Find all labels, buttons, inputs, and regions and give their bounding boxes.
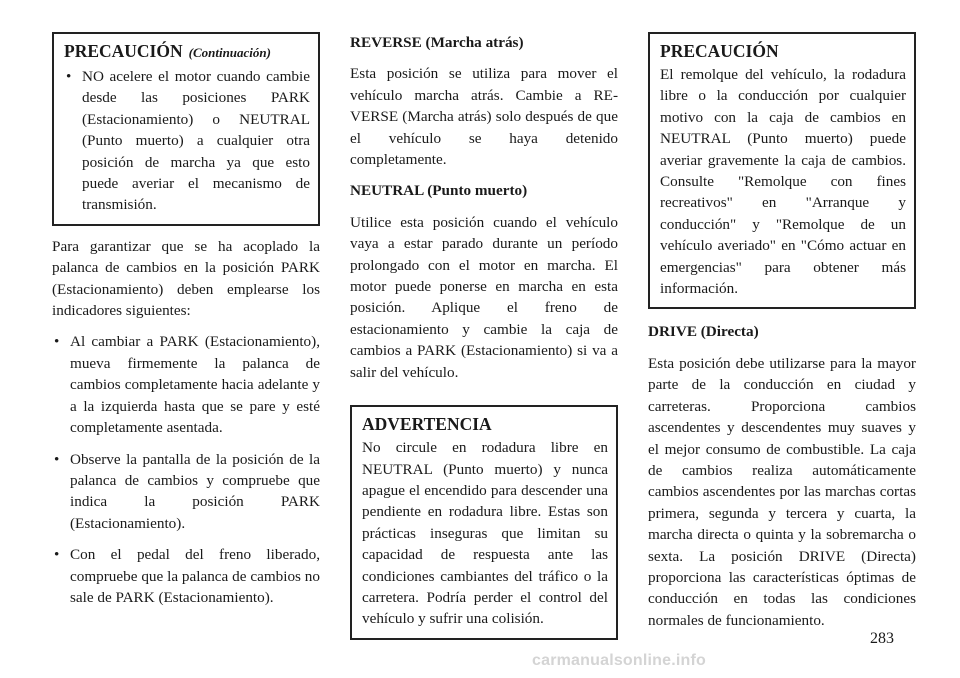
warning-title: ADVERTENCIA bbox=[362, 414, 492, 435]
list-item: • Al cambiar a PARK (Estacionamiento), mueva firmemente la palanca de cambios completamente hacia adelante y a la izquierda hasta que se pare y esté completamente asentada. bbox=[52, 331, 320, 438]
drive-paragraph: Esta posición debe utilizarse para la mayor parte de la conducción en ciudad y carreteras. Proporciona cambios ascendentes y descendentes muy suaves y el mejor consumo de combustible. La caja de cambios realiza automáticamente cambios ascendentes por las marchas cortas primera, segunda y tercera y cuarta, la marcha directa o quinta y la sobremarcha o sexta. La posición DRIVE (Directa) proporciona las características óptimas de conducción en todas las condiciones normales de funcionamiento. bbox=[648, 354, 916, 629]
reverse-heading: REVERSE (Marcha atrás) bbox=[350, 34, 524, 51]
warning-box bbox=[350, 405, 618, 640]
caution-bullet: • NO acelere el motor cuando cambie desde las posiciones PARK (Estacionamiento) o NEUTRAL (Punto muerto) a cualquier otra posición de marcha ya que esto puede averiar el mecanismo de transmisión. bbox=[64, 66, 310, 216]
caution-text: El remolque del vehículo, la rodadura libre o la conducción por cualquier motivo con la caja de cambios en NEUTRAL (Punto muerto) puede averiar gravemente la caja de cambios. Consulte "Remolque con fines recreativos" en "Arranque y conducción" y "Remolque de un vehículo averiado" en "Cómo actuar en emergencias" para obtener más información. bbox=[660, 66, 906, 298]
warning-text: No circule en rodadura libre en NEUTRAL (Punto muerto) y nunca apague el encendido para descender una pendiente en rodadura libre. Estas son prácticas inseguras que limitan su capacidad de respuesta ante las condiciones cambiantes del tráfico o la carretera. Podría perder el control del vehículo y sufrir una colisión. bbox=[362, 439, 608, 628]
drive-heading: DRIVE (Directa) bbox=[648, 323, 759, 341]
left-column bbox=[52, 32, 320, 608]
right-column bbox=[648, 32, 916, 631]
watermark: carmanualsonline.info bbox=[532, 652, 707, 669]
neutral-paragraph: Utilice esta posición cuando el vehículo vaya a estar parado durante un período prolongado con el motor en marcha. El motor puede ponerse en marcha en esta posición. Aplique el freno de estacionamiento y cambie la caja de cambios a PARK (Estacionamiento) si va a salir del vehículo. bbox=[350, 213, 618, 381]
list-item: • Con el pedal del freno liberado, compruebe que la palanca de cambios no sale de PARK (Estacionamiento). bbox=[52, 544, 320, 608]
reverse-paragraph: Esta posición se utiliza para mover el vehículo marcha atrás. Cambie a REVERSE (Marcha atrás) solo después de que el vehículo se haya detenido completamente. bbox=[350, 65, 618, 169]
caution-title: PRECAUCIÓN bbox=[660, 41, 779, 61]
caution-title-text: PRECAUCIÓN bbox=[64, 41, 183, 61]
caution-title bbox=[64, 40, 310, 64]
middle-column bbox=[350, 32, 618, 640]
caution-box-continued bbox=[52, 32, 320, 226]
caution-box bbox=[648, 32, 916, 309]
neutral-heading: NEUTRAL (Punto muerto) bbox=[350, 182, 528, 200]
continuation-label: (Continuación) bbox=[188, 45, 271, 60]
page-number: 283 bbox=[870, 630, 894, 647]
list-item: • Observe la pantalla de la posición de la palanca de cambios y compruebe que indica la posición PARK (Estacionamiento). bbox=[52, 449, 320, 535]
park-intro-paragraph: Para garantizar que se ha acoplado la palanca de cambios en la posición PARK (Estacionamiento) deben emplearse los indicadores siguientes: bbox=[52, 237, 320, 320]
